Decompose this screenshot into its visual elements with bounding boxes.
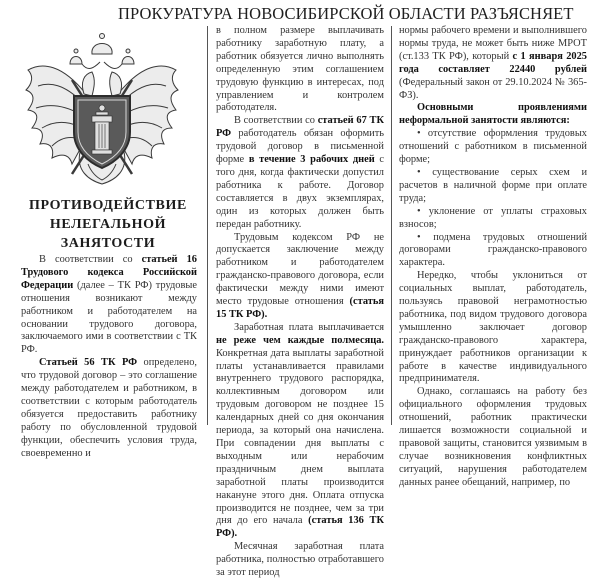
text: Однако, соглашаясь на работу без официального оформления трудовых отношений, работник практически лишается возможности социальной и правовой защиты, становится уязвимым в случае возникновения конфликтных ситуаций, нарушения работодателем данных ранее обещаний, например, по — [399, 386, 587, 488]
bullet-item: • уклонение от уплаты страховых взносов; — [399, 205, 587, 230]
bold-text: в течение 3 рабочих дней — [248, 154, 375, 166]
bold-text: статьей 16 Трудового кодекса Российской Федерации — [21, 254, 197, 291]
bullet-item: • подмена трудовых отношений договорами гражданско-правового характера. — [399, 231, 587, 269]
paragraph — [399, 102, 587, 128]
bold-text: (статья 136 ТК РФ). — [216, 515, 384, 540]
prosecutor-office-emblem-icon — [22, 24, 182, 192]
bold-text: не реже чем каждые полмесяца. — [216, 334, 384, 346]
bold-text: с 1 января 2025 года составляет 22440 рублей — [399, 50, 587, 75]
bullet-item: • отсутствие оформления трудовых отношений с работником в письменной форме; — [399, 128, 587, 166]
text: (далее – ТК РФ) трудовые отношения возникают между работником и работодателем на основании трудового договора, заключаемого ими в соответствии с ТК РФ. — [21, 279, 197, 356]
paragraph — [216, 322, 384, 541]
text: Заработная плата выплачивается — [234, 321, 384, 333]
text: с того дня, когда фактически допустил работника к работе. Договор составляется в двух экземплярах, один из которых должен быть передан работнику. — [216, 154, 384, 230]
paragraph — [399, 25, 587, 102]
text: нормы рабочего времени и выполнившего нормы труда, не может быть ниже МРОТ (ст.133 ТК РФ), который — [399, 25, 587, 62]
text: Месячная заработная плата работника, полностью отработавшего за этот период — [216, 541, 384, 579]
column-divider — [391, 26, 392, 425]
section-heading — [8, 196, 208, 253]
paragraph — [216, 541, 384, 580]
bold-text: Статьей 56 ТК РФ — [39, 357, 138, 369]
paragraph — [399, 386, 587, 489]
left-crown — [70, 57, 82, 65]
center-crown — [92, 44, 112, 55]
bold-text: (статья 15 ТК РФ). — [216, 296, 384, 320]
heading-line: ПРОТИВОДЕЙСТВИЕ — [29, 198, 187, 213]
paragraph — [21, 254, 197, 357]
heading-line: ЗАНЯТОСТИ — [60, 236, 156, 251]
text: В соответствии со — [234, 115, 318, 127]
paragraph — [216, 232, 384, 322]
text: в полном размере выплачивать работнику заработную плату, а работник обязуется лично выполнять определенную этим соглашением трудовую функцию в интересах, под управлением и контролем работодателя. — [216, 25, 384, 114]
right-crown — [122, 57, 134, 65]
paragraph — [21, 357, 197, 460]
text: определено, что трудовой договор – это соглашение между работодателем и работником, в соответствии с которым работодатель обязуется предоставить работнику работу по обусловленной трудовой функции, обеспечить условия труда, своевременно и — [21, 357, 197, 459]
paragraph — [216, 25, 384, 115]
text: Нередко, чтобы уклониться от социальных выплат, работодатель, пользуясь правовой неграмотностью работника, под видом трудового договора умышленно заключает договор гражданско-правового характера, принуждает работников организации к работе в качестве индивидуального предпринимателя. — [399, 270, 587, 385]
bold-text: статьей 67 ТК РФ — [216, 115, 384, 140]
paragraph — [216, 115, 384, 231]
text-column-2 — [216, 25, 384, 580]
text-column-3 — [399, 25, 587, 490]
text: работодатель обязан оформить трудовой договор в письменной форме — [216, 128, 384, 166]
text: Трудовым кодексом РФ не допускается заключение между работником и работодателем гражданско-правового договора, если фактически между ними имеют место трудовые отношения — [216, 231, 384, 308]
bullet-item: • существование серых схем и расчетов в наличной форме при оплате труда; — [399, 166, 587, 204]
text: Конкретная дата выплаты заработной платы устанавливается правилами внутреннего трудового распорядка, коллективным договором или трудовым договором не позднее 15 календарных дней со дня окончания периода, за который она начислена. При совпадении дня выплаты с выходным или нерабочим праздничным днем выплата заработной платы производится накануне этого дня. Оплата отпуска производится не позднее, чем за три дня до его начала — [216, 347, 384, 527]
text: В соответствии со — [39, 254, 142, 265]
heading-line: НЕЛЕГАЛЬНОЙ — [49, 217, 167, 232]
paragraph — [399, 270, 587, 386]
page-title: ПРОКУРАТУРА НОВОСИБИРСКОЙ ОБЛАСТИ РАЗЪЯСНЯЕТ — [118, 4, 574, 23]
text-column-1 — [21, 254, 197, 461]
text: (Федеральный закон от 29.10.2024 № 365-ФЗ). — [399, 76, 587, 101]
bold-text: Основными проявлениями неформальной занятости являются: — [399, 102, 587, 127]
column-divider — [207, 26, 208, 425]
